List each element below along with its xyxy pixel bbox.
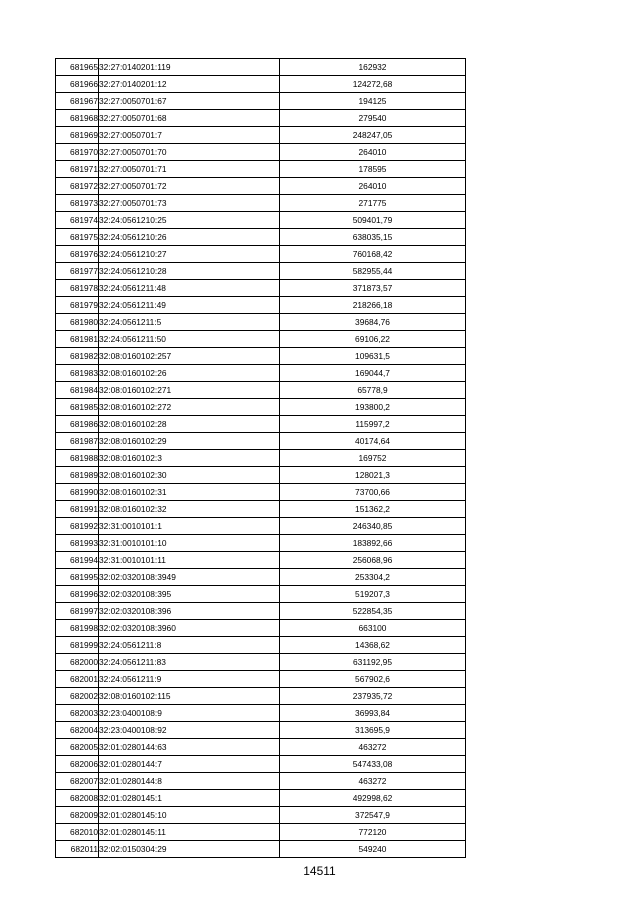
row-id-cell: 681990	[56, 484, 99, 501]
cadastral-number-cell: 32:24:0561211:8	[99, 637, 280, 654]
row-id-cell: 681967	[56, 93, 99, 110]
cadastral-number-cell: 32:24:0561210:27	[99, 246, 280, 263]
cadastral-number-cell: 32:24:0561211:49	[99, 297, 280, 314]
cadastral-number-cell: 32:01:0280145:11	[99, 824, 280, 841]
cadastral-number-cell: 32:02:0320108:395	[99, 586, 280, 603]
row-id-cell: 681966	[56, 76, 99, 93]
value-cell: 663100	[280, 620, 466, 637]
table-row	[56, 824, 466, 841]
table-row	[56, 127, 466, 144]
cadastral-number-cell: 32:01:0280144:8	[99, 773, 280, 790]
row-id-cell: 682000	[56, 654, 99, 671]
table-row	[56, 416, 466, 433]
value-cell: 256068,96	[280, 552, 466, 569]
value-cell: 183892,66	[280, 535, 466, 552]
cadastral-number-cell: 32:08:0160102:32	[99, 501, 280, 518]
cadastral-number-cell: 32:24:0561210:25	[99, 212, 280, 229]
cadastral-number-cell: 32:02:0320108:3960	[99, 620, 280, 637]
value-cell: 638035,15	[280, 229, 466, 246]
row-id-cell: 682011	[56, 841, 99, 858]
value-cell: 522854,35	[280, 603, 466, 620]
cadastral-number-cell: 32:31:0010101:1	[99, 518, 280, 535]
cadastral-number-cell: 32:27:0050701:72	[99, 178, 280, 195]
cadastral-number-cell: 32:24:0561211:9	[99, 671, 280, 688]
row-id-cell: 681978	[56, 280, 99, 297]
table-row	[56, 229, 466, 246]
row-id-cell: 681976	[56, 246, 99, 263]
value-cell: 218266,18	[280, 297, 466, 314]
row-id-cell: 682007	[56, 773, 99, 790]
value-cell: 115997,2	[280, 416, 466, 433]
value-cell: 36993,84	[280, 705, 466, 722]
table-row	[56, 705, 466, 722]
value-cell: 567902,6	[280, 671, 466, 688]
cadastral-number-cell: 32:24:0561211:48	[99, 280, 280, 297]
row-id-cell: 682002	[56, 688, 99, 705]
row-id-cell: 681989	[56, 467, 99, 484]
table-row	[56, 144, 466, 161]
cadastral-number-cell: 32:24:0561210:26	[99, 229, 280, 246]
cadastral-number-cell: 32:27:0050701:68	[99, 110, 280, 127]
row-id-cell: 681979	[56, 297, 99, 314]
cadastral-number-cell: 32:02:0150304:29	[99, 841, 280, 858]
table-row	[56, 637, 466, 654]
cadastral-number-cell: 32:08:0160102:115	[99, 688, 280, 705]
table-row	[56, 280, 466, 297]
value-cell: 519207,3	[280, 586, 466, 603]
row-id-cell: 681972	[56, 178, 99, 195]
table-row	[56, 773, 466, 790]
cadastral-number-cell: 32:08:0160102:3	[99, 450, 280, 467]
value-cell: 128021,3	[280, 467, 466, 484]
cadastral-number-cell: 32:08:0160102:30	[99, 467, 280, 484]
table-row	[56, 552, 466, 569]
value-cell: 162932	[280, 59, 466, 76]
cadastral-number-cell: 32:08:0160102:28	[99, 416, 280, 433]
cadastral-number-cell: 32:01:0280144:63	[99, 739, 280, 756]
cadastral-number-cell: 32:01:0280145:1	[99, 790, 280, 807]
cadastral-number-cell: 32:08:0160102:257	[99, 348, 280, 365]
row-id-cell: 681974	[56, 212, 99, 229]
row-id-cell: 681984	[56, 382, 99, 399]
data-table	[55, 58, 466, 858]
row-id-cell: 681980	[56, 314, 99, 331]
table-row	[56, 841, 466, 858]
table-row	[56, 756, 466, 773]
cadastral-number-cell: 32:08:0160102:31	[99, 484, 280, 501]
value-cell: 69106,22	[280, 331, 466, 348]
row-id-cell: 681997	[56, 603, 99, 620]
value-cell: 509401,79	[280, 212, 466, 229]
value-cell: 178595	[280, 161, 466, 178]
cadastral-number-cell: 32:31:0010101:10	[99, 535, 280, 552]
cadastral-number-cell: 32:24:0561211:50	[99, 331, 280, 348]
table-row	[56, 93, 466, 110]
row-id-cell: 681982	[56, 348, 99, 365]
row-id-cell: 681991	[56, 501, 99, 518]
table-row	[56, 212, 466, 229]
cadastral-number-cell: 32:27:0050701:73	[99, 195, 280, 212]
table-row	[56, 195, 466, 212]
row-id-cell: 681996	[56, 586, 99, 603]
row-id-cell: 681983	[56, 365, 99, 382]
value-cell: 279540	[280, 110, 466, 127]
value-cell: 193800,2	[280, 399, 466, 416]
table-row	[56, 688, 466, 705]
value-cell: 169752	[280, 450, 466, 467]
row-id-cell: 681987	[56, 433, 99, 450]
table-row	[56, 586, 466, 603]
table-row	[56, 59, 466, 76]
row-id-cell: 681992	[56, 518, 99, 535]
value-cell: 271775	[280, 195, 466, 212]
row-id-cell: 682005	[56, 739, 99, 756]
row-id-cell: 681975	[56, 229, 99, 246]
cadastral-number-cell: 32:08:0160102:29	[99, 433, 280, 450]
cadastral-number-cell: 32:23:0400108:92	[99, 722, 280, 739]
table-row	[56, 467, 466, 484]
cadastral-number-cell: 32:27:0050701:70	[99, 144, 280, 161]
value-cell: 237935,72	[280, 688, 466, 705]
value-cell: 264010	[280, 178, 466, 195]
table-row	[56, 807, 466, 824]
row-id-cell: 681988	[56, 450, 99, 467]
row-id-cell: 681981	[56, 331, 99, 348]
cadastral-number-cell: 32:27:0140201:12	[99, 76, 280, 93]
table-row	[56, 518, 466, 535]
cadastral-number-cell: 32:27:0050701:7	[99, 127, 280, 144]
table-row	[56, 501, 466, 518]
value-cell: 40174,64	[280, 433, 466, 450]
value-cell: 772120	[280, 824, 466, 841]
value-cell: 73700,66	[280, 484, 466, 501]
table-row	[56, 178, 466, 195]
value-cell: 582955,44	[280, 263, 466, 280]
cadastral-number-cell: 32:27:0050701:71	[99, 161, 280, 178]
cadastral-number-cell: 32:02:0320108:3949	[99, 569, 280, 586]
cadastral-number-cell: 32:27:0140201:119	[99, 59, 280, 76]
cadastral-number-cell: 32:27:0050701:67	[99, 93, 280, 110]
row-id-cell: 681995	[56, 569, 99, 586]
value-cell: 253304,2	[280, 569, 466, 586]
value-cell: 194125	[280, 93, 466, 110]
value-cell: 549240	[280, 841, 466, 858]
cadastral-number-cell: 32:02:0320108:396	[99, 603, 280, 620]
cadastral-number-cell: 32:24:0561210:28	[99, 263, 280, 280]
value-cell: 151362,2	[280, 501, 466, 518]
table-row	[56, 484, 466, 501]
table-row	[56, 450, 466, 467]
row-id-cell: 681968	[56, 110, 99, 127]
cadastral-number-cell: 32:08:0160102:271	[99, 382, 280, 399]
row-id-cell: 681993	[56, 535, 99, 552]
row-id-cell: 682010	[56, 824, 99, 841]
row-id-cell: 682008	[56, 790, 99, 807]
page-number: 14511	[303, 864, 336, 878]
row-id-cell: 682004	[56, 722, 99, 739]
value-cell: 492998,62	[280, 790, 466, 807]
value-cell: 124272,68	[280, 76, 466, 93]
table-row	[56, 569, 466, 586]
value-cell: 760168,42	[280, 246, 466, 263]
table-row	[56, 297, 466, 314]
table-row	[56, 365, 466, 382]
row-id-cell: 681994	[56, 552, 99, 569]
row-id-cell: 682009	[56, 807, 99, 824]
cadastral-number-cell: 32:24:0561211:83	[99, 654, 280, 671]
row-id-cell: 681969	[56, 127, 99, 144]
row-id-cell: 681977	[56, 263, 99, 280]
cadastral-number-cell: 32:24:0561211:5	[99, 314, 280, 331]
value-cell: 547433,08	[280, 756, 466, 773]
cadastral-number-cell: 32:01:0280145:10	[99, 807, 280, 824]
value-cell: 169044,7	[280, 365, 466, 382]
value-cell: 313695,9	[280, 722, 466, 739]
row-id-cell: 681998	[56, 620, 99, 637]
row-id-cell: 681965	[56, 59, 99, 76]
cadastral-number-cell: 32:23:0400108:9	[99, 705, 280, 722]
table-row	[56, 620, 466, 637]
row-id-cell: 681970	[56, 144, 99, 161]
value-cell: 14368,62	[280, 637, 466, 654]
row-id-cell: 681971	[56, 161, 99, 178]
table-row	[56, 654, 466, 671]
table-row	[56, 433, 466, 450]
table-row	[56, 348, 466, 365]
value-cell: 463272	[280, 773, 466, 790]
table-row	[56, 382, 466, 399]
table-row	[56, 739, 466, 756]
table-row	[56, 671, 466, 688]
value-cell: 371873,57	[280, 280, 466, 297]
row-id-cell: 681985	[56, 399, 99, 416]
value-cell: 39684,76	[280, 314, 466, 331]
cadastral-number-cell: 32:08:0160102:26	[99, 365, 280, 382]
value-cell: 246340,85	[280, 518, 466, 535]
table-row	[56, 399, 466, 416]
value-cell: 248247,05	[280, 127, 466, 144]
table-row	[56, 603, 466, 620]
row-id-cell: 681973	[56, 195, 99, 212]
value-cell: 109631,5	[280, 348, 466, 365]
cadastral-number-cell: 32:31:0010101:11	[99, 552, 280, 569]
cadastral-number-cell: 32:01:0280144:7	[99, 756, 280, 773]
value-cell: 372547,9	[280, 807, 466, 824]
table-body	[56, 59, 466, 858]
row-id-cell: 681999	[56, 637, 99, 654]
value-cell: 65778,9	[280, 382, 466, 399]
table-row	[56, 161, 466, 178]
table-row	[56, 246, 466, 263]
table-row	[56, 790, 466, 807]
row-id-cell: 682001	[56, 671, 99, 688]
cadastral-number-cell: 32:08:0160102:272	[99, 399, 280, 416]
table-row	[56, 263, 466, 280]
table-row	[56, 331, 466, 348]
value-cell: 463272	[280, 739, 466, 756]
value-cell: 264010	[280, 144, 466, 161]
table-row	[56, 314, 466, 331]
table-row	[56, 76, 466, 93]
row-id-cell: 682003	[56, 705, 99, 722]
value-cell: 631192,95	[280, 654, 466, 671]
table-row	[56, 722, 466, 739]
table-row	[56, 535, 466, 552]
row-id-cell: 682006	[56, 756, 99, 773]
table-row	[56, 110, 466, 127]
row-id-cell: 681986	[56, 416, 99, 433]
